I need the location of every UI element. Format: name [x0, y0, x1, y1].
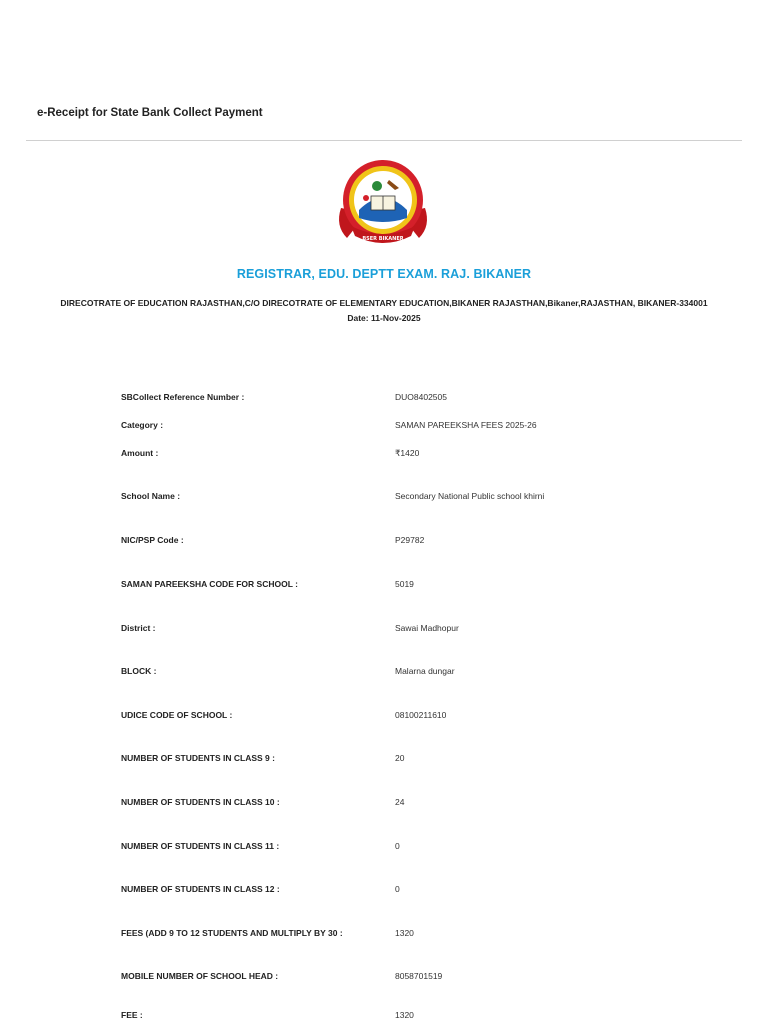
detail-value: DUO8402505 [395, 392, 447, 402]
detail-row [0, 753, 768, 767]
detail-row [0, 710, 768, 724]
detail-row [0, 420, 768, 434]
detail-label: Amount : [121, 448, 159, 458]
receipt-date [0, 313, 768, 323]
detail-row [0, 1010, 768, 1024]
detail-value: 08100211610 [395, 710, 447, 720]
detail-row [0, 623, 768, 637]
detail-label: NIC/PSP Code : [121, 535, 184, 545]
detail-row [0, 666, 768, 680]
detail-label: NUMBER OF STUDENTS IN CLASS 9 : [121, 753, 275, 763]
detail-label: MOBILE NUMBER OF SCHOOL HEAD : [121, 971, 279, 981]
detail-label: FEES (ADD 9 TO 12 STUDENTS AND MULTIPLY BY 30 : [121, 928, 343, 938]
detail-value: SAMAN PAREEKSHA FEES 2025-26 [395, 420, 537, 430]
detail-value: Malarna dungar [395, 666, 455, 676]
detail-label: FEE : [121, 1010, 143, 1020]
svg-text:BSER BIKANER: BSER BIKANER [362, 236, 404, 242]
bser-emblem-icon [333, 156, 433, 252]
detail-row [0, 448, 768, 462]
organization-name: REGISTRAR, EDU. DEPTT EXAM. RAJ. BIKANER [236, 267, 532, 281]
detail-value: 0 [395, 841, 400, 851]
detail-label: Category : [121, 420, 164, 430]
detail-value: 1320 [395, 928, 414, 938]
detail-value: Sawai Madhopur [395, 623, 459, 633]
detail-row [0, 579, 768, 593]
detail-value: Secondary National Public school khirni [395, 491, 545, 501]
detail-value: P29782 [395, 535, 425, 545]
detail-row [0, 928, 768, 942]
detail-label: SBCollect Reference Number : [121, 392, 245, 402]
detail-value: 5019 [395, 579, 414, 589]
receipt-title: e-Receipt for State Bank Collect Payment [37, 107, 263, 119]
organization-address: DIRECOTRATE OF EDUCATION RAJASTHAN,C/O DIRECOTRATE OF ELEMENTARY EDUCATION,BIKANER RAJASTHAN,Bikaner,RAJASTHAN, BIKANER-334001 [60, 298, 708, 308]
header-divider [26, 140, 742, 141]
detail-row [0, 392, 768, 406]
detail-label: NUMBER OF STUDENTS IN CLASS 11 : [121, 841, 280, 851]
detail-label: NUMBER OF STUDENTS IN CLASS 10 : [121, 797, 280, 807]
detail-value: 24 [395, 797, 405, 807]
detail-row [0, 491, 768, 505]
detail-row [0, 841, 768, 855]
detail-label: UDICE CODE OF SCHOOL : [121, 710, 233, 720]
detail-value: 20 [395, 753, 405, 763]
detail-row [0, 884, 768, 898]
detail-label: BLOCK : [121, 666, 157, 676]
detail-value: 8058701519 [395, 971, 443, 981]
detail-value: 1320 [395, 1010, 414, 1020]
date-label: Date: [347, 313, 369, 323]
detail-label: NUMBER OF STUDENTS IN CLASS 12 : [121, 884, 280, 894]
detail-value: ₹1420 [395, 448, 420, 458]
detail-label: School Name : [121, 491, 181, 501]
detail-row [0, 797, 768, 811]
detail-value: 0 [395, 884, 400, 894]
detail-row [0, 535, 768, 549]
date-value: 11-Nov-2025 [371, 313, 421, 323]
detail-row [0, 971, 768, 985]
detail-label: SAMAN PAREEKSHA CODE FOR SCHOOL : [121, 579, 298, 589]
detail-label: District : [121, 623, 156, 633]
